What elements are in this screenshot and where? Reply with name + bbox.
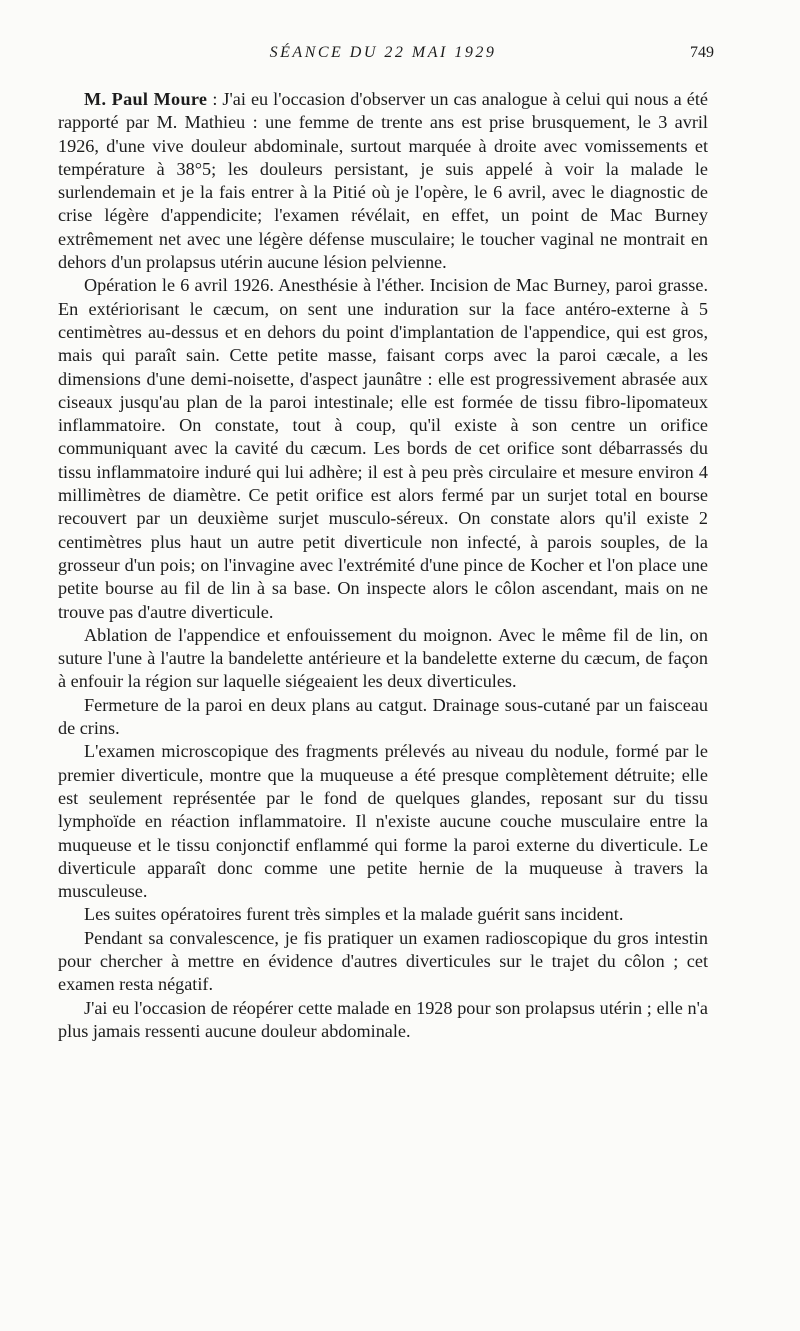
paragraph-8: J'ai eu l'occasion de réopérer cette malade en 1928 pour son prolapsus utérin ; elle n'a plus jamais ressenti aucune douleur abdominale. — [58, 997, 708, 1041]
running-title: SÉANCE DU 22 MAI 1929 — [269, 44, 497, 61]
paragraph-6: Les suites opératoires furent très simples et la malade guérit sans incident. — [84, 904, 624, 925]
page-number: 749 — [690, 44, 714, 61]
paragraph-4: Fermeture de la paroi en deux plans au catgut. Drainage sous-cutané par un faisceau de crins. — [58, 694, 708, 739]
paragraph-1-text: : J'ai eu l'occasion d'observer un cas analogue à celui qui nous a été rapporté par M. Mathieu : une femme de trente ans est prise brusquement, le 3 avril 1926, d'une vive douleur abdominale, surtout marquée à droite avec vomissements et température à 38°5; les douleurs persistant, je suis appelé à voir la malade le surlendemain et je la fais entrer à la Pitié où je l'opère, le 6 avril, avec le diagnostic de crise légère d'appendicite; l'examen révélait, en effet, un point de Mac Burney extrêmement net avec une légère défense musculaire; le toucher vaginal ne montrait en dehors d'un prolapsus utérin aucune lésion pelvienne. — [58, 89, 708, 273]
paragraph-1 — [58, 88, 708, 274]
paragraph-3: Ablation de l'appendice et enfouissement du moignon. Avec le même fil de lin, on suture l'une à l'autre la bandelette antérieure et la bandelette externe du cæcum, de façon à enfouir la région sur laquelle siégeaient les deux diverticules. — [58, 624, 708, 692]
body-text — [58, 88, 708, 1043]
running-header — [58, 44, 714, 68]
paragraph-5: L'examen microscopique des fragments prélevés au niveau du nodule, formé par le premier diverticule, montre que la muqueuse a été presque complètement détruite; elle est seulement représentée par le fond de quelques glandes, reposant sur du tissu lymphoïde en réaction inflammatoire. Il n'existe aucune couche musculaire entre la muqueuse et le tissu conjonctif enflammé qui forme la paroi externe du diverticule. Le diverticule apparaît donc comme une petite hernie de la muqueuse à travers la musculeuse. — [58, 741, 708, 902]
speaker-name: M. Paul Moure — [84, 89, 208, 109]
paragraph-2: Opération le 6 avril 1926. Anesthésie à l'éther. Incision de Mac Burney, paroi grasse. En extériorisant le cæcum, on sent une induration sur la face antéro-externe à 5 centimètres au-dessus et en dehors du point d'implantation de l'appendice, qui est gros, mais qui paraît sain. Cette petite masse, faisant corps avec la paroi cæcale, a les dimensions d'une demi-noisette, d'aspect jaunâtre : elle est progressivement abrasée aux ciseaux jusqu'au plan de la paroi intestinale; elle est formée de tissu fibro-lipomateux inflammatoire. On constate, tout à coup, qu'il existe à son centre un orifice communiquant avec la cavité du cæcum. Les bords de cet orifice sont débarrassés du tissu inflammatoire induré qui lui adhère; il est à peu près circulaire et mesure environ 4 millimètres de diamètre. Ce petit orifice est alors fermé par un surjet total en bourse recouvert par un deuxième surjet musculo-séreux. On constate alors qu'il existe 2 centimètres plus haut un autre petit diverticule non infecté, à parois souples, de la grosseur d'un pois; on l'invagine avec l'extrémité d'une pince de Kocher et l'on place une petite bourse au fil de lin à sa base. On inspecte alors le côlon ascendant, mais on ne trouve pas d'autre diverticule. — [58, 275, 708, 622]
paragraph-7: Pendant sa convalescence, je fis pratiquer un examen radioscopique du gros intestin pour chercher à mettre en évidence d'autres diverticules sur le trajet du côlon ; cet examen resta négatif. — [58, 927, 708, 995]
